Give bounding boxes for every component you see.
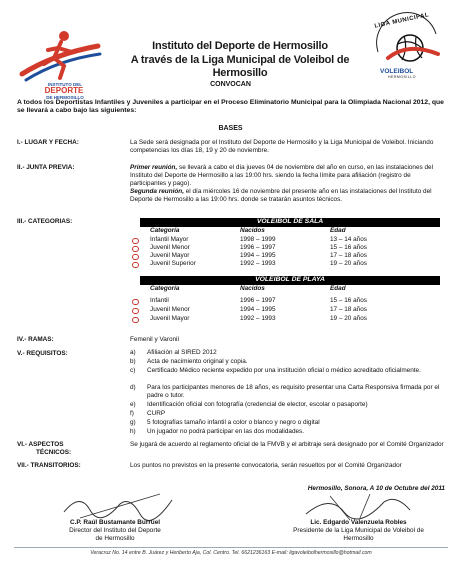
bullet-icon [132,317,139,323]
table-row [130,306,450,314]
playa-table [130,285,450,325]
categoria-cell: Juvenil Superior [150,260,196,267]
table-row [130,315,450,323]
lugar-text: La Sede será designada por el Instituto del Deporte de Hermosillo y la Liga Municipal de Voleibol. Iniciando competencias los días 18, 19 y 20 de noviembre. [130,139,434,154]
bullet-icon [132,299,139,305]
left-signer-role-2: de Hermosillo [95,535,135,542]
right-signer-role-1: Presidente de la Liga Municipal de Voleibol de [293,527,424,534]
junta-second [130,188,445,204]
edad-cell: 17 – 18 años [330,252,367,259]
categoria-cell: Infantil Mayor [150,236,189,243]
edad-cell: 15 – 16 años [330,244,367,251]
sala-header-nacidos: Nacidos [240,227,265,234]
bullet-icon [132,262,139,268]
section-label-aspectos-2: TÉCNICOS: [36,449,72,456]
nacidos-cell: 1996 – 1997 [240,244,276,251]
section-label-transitorios: VII.- TRANSITORIOS: [17,462,81,469]
section-label-aspectos: VI.- ASPECTOS [17,441,64,448]
categoria-cell: Juvenil Menor [150,306,190,313]
nacidos-cell: 1996 – 1997 [240,297,276,304]
bullet-icon [132,238,139,244]
playa-header-edad: Edad [330,285,346,292]
bullet-icon [132,308,139,314]
nacidos-cell: 1992 – 1993 [240,260,276,267]
liga-sub: HERMOSILLO [388,75,416,79]
junta-second-lead: Segunda reunión, [130,188,184,195]
categoria-cell: Juvenil Mayor [150,315,190,322]
nacidos-cell: 1994 – 1995 [240,306,276,313]
sala-title-bar: VOLEIBOL DE SALA [140,218,440,227]
table-row [130,260,450,268]
table-row [130,297,450,305]
bullet-icon [132,246,139,252]
section-label-categorias: III.- CATEGORIAS: [17,218,73,225]
logo-main-text: DEPORTE [44,86,84,95]
footer-address: Veracruz No. 14 entre B. Juárez y Heriberto Aja, Col. Centro. Tel. 6621236163 E-mail: ligavoleibolhermosillo@hotmail.com [90,550,372,556]
table-row [130,244,450,252]
nacidos-cell: 1992 – 1993 [240,315,276,322]
section-label-requisitos: V.- REQUISITOS: [17,350,68,357]
requisitos-list: a) Afiliación al SIRED 2012 b) Acta de nacimiento original y copia. c) Certificado Médico reciente expedido por una institución oficial o médico acreditado oficialmente. d) Para los participantes menores de 18 años, es requisito presentar una Carta Responsiva firmada por el padre o tutor. e) Identificación oficial con fotografía (credencial de elector, escolar o pasaporte) f) CURP g) 5 fotografías tamaño infantil a color o blanco y negro o digital h) Un jugador no podrá participar en las dos modalidades. [130,349,440,435]
footer-divider [14,547,448,548]
header-title-1: Instituto del Deporte de Hermosillo [152,40,328,52]
logo-bottom-text: DE HERMOSILLO [46,95,84,100]
section-label-ramas: IV.- RAMAS: [17,336,54,343]
right-signature-icon [300,490,420,522]
header-title-2: A través de la Liga Municipal de Voleibol de Hermosillo [130,54,350,79]
convocan-heading: CONVOCAN [210,81,251,88]
junta-first [130,164,445,188]
ramas-text: Femenil y Varonil [130,336,179,343]
playa-header-categoria: Categoría [150,285,180,292]
junta-first-text: se llevará a cabo el día jueves 04 de noviembre del año en curso, en las instalaciones del Instituto del Deporte de Hermosillo a las 19:00 hrs. siendo la fecha límite para afiliación (registro de participantes y pago). [130,164,434,187]
edad-cell: 13 – 14 años [330,236,367,243]
logo-top-text: INSTITUTO DEL [48,82,82,87]
left-signer-name: C.P. Raúl Bustamante Burruel [69,519,161,526]
table-row [130,236,450,244]
sala-table [130,227,450,271]
table-row [130,252,450,260]
left-signature-icon [60,490,180,522]
edad-cell: 15 – 16 años [330,297,367,304]
categoria-cell: Juvenil Menor [150,244,190,251]
left-signer-role-1: Director del Instituto del Deporte [69,527,161,534]
sala-header-categoria: Categoría [150,227,180,234]
sala-header-edad: Edad [330,227,346,234]
playa-header-row [130,285,450,293]
nacidos-cell: 1998 – 1999 [240,236,276,243]
edad-cell: 17 – 18 años [330,306,367,313]
section-label-lugar: I.- LUGAR Y FECHA: [17,139,79,146]
categoria-cell: Juvenil Mayor [150,252,190,259]
bases-heading: BASES [218,125,243,132]
right-signer-name: Lic. Edgardo Valenzuela Robles [310,519,407,526]
liga-logo [368,12,446,82]
categoria-cell: Infantil [150,297,169,304]
liga-arc-text: LIGA MUNICIPAL [373,12,430,30]
junta-second-text: el día miércoles 16 de noviembre del presente año en las instalaciones del Instituto del Deporte de Hermosillo a las 19:00 hrs. donde se tratarán asuntos técnicos. [130,188,432,203]
playa-header-nacidos: Nacidos [240,285,265,292]
aspectos-text: Se jugará de acuerdo al reglamento oficial de la FMVB y el arbitraje será designado por el Comité Organizador [130,441,444,448]
playa-title-bar: VOLEIBOL DE PLAYA [140,276,440,285]
right-signer-role-2: Hermosillo [343,535,374,542]
edad-cell: 19 – 20 años [330,315,367,322]
transitorios-text: Los puntos no previstos en la presente convocatoria, serán resueltos por el Comité Organizador [130,462,402,469]
junta-first-lead: Primer reunión, [130,164,178,171]
liga-word: VOLEIBOL [380,68,414,75]
nacidos-cell: 1994 – 1995 [240,252,276,259]
instituto-logo [14,28,104,102]
section-label-junta: II.- JUNTA PREVIA: [17,164,75,171]
sala-header-row [130,227,450,235]
bullet-icon [132,254,139,260]
intro-paragraph: A todos los Deportistas Infantiles y Juveniles a participar en el Proceso Eliminatorio Municipal para la Olimpiada Nacional 2012, que se llevará a cabo bajo las siguientes: [17,99,444,115]
edad-cell: 19 – 20 años [330,260,367,267]
place-date: Hermosillo, Sonora, A 10 de Octubre del 2011 [307,485,445,492]
